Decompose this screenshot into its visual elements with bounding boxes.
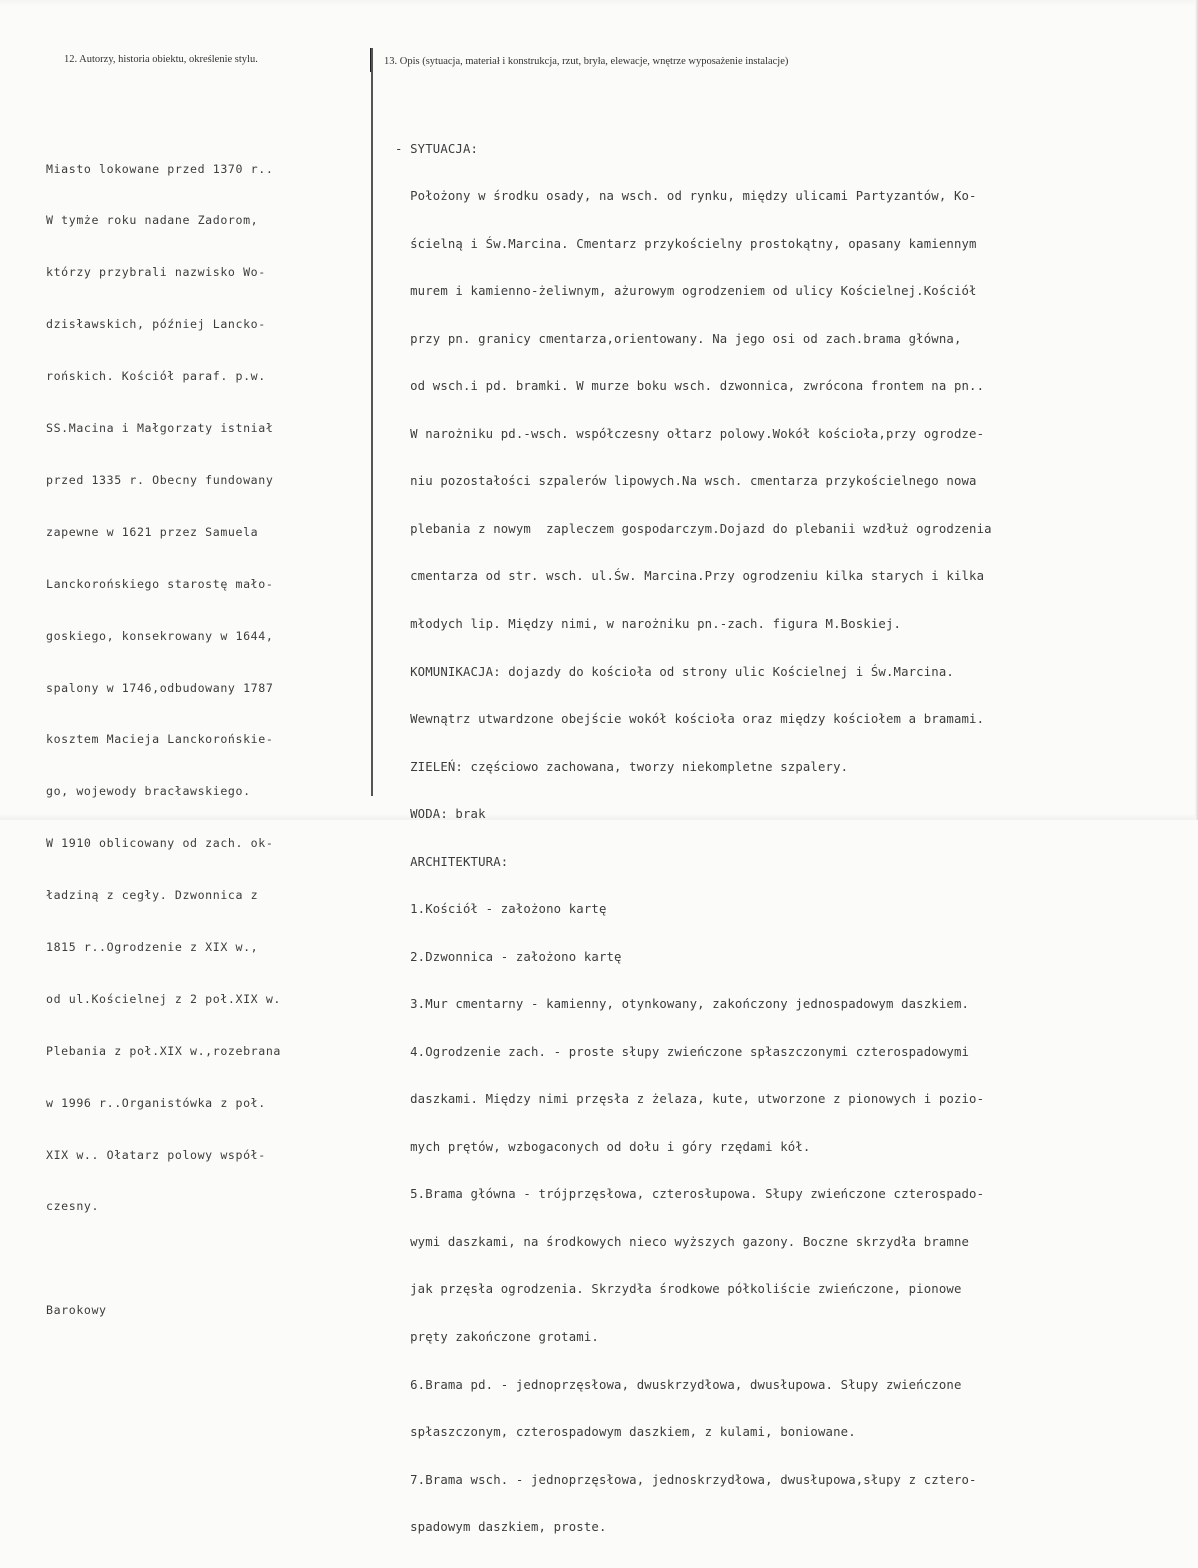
history-line: w 1996 r..Organistówka z poł. xyxy=(46,1095,266,1110)
description-line: 6.Brama pd. - jednoprzęsłowa, dwuskrzydłowa, dwusłupowa. Słupy zwieńczone xyxy=(395,1377,962,1392)
history-line: XIX w.. Ołatarz polowy współ- xyxy=(46,1147,266,1162)
description-line: WODA: brak xyxy=(395,807,486,822)
description-line: Wewnątrz utwardzone obejście wokół kościoła oraz między kościołem a bramami. xyxy=(395,712,985,727)
description-line: od wsch.i pd. bramki. W murze boku wsch. dzwonnica, zwrócona frontem na pn.. xyxy=(395,379,985,394)
history-line: Miasto lokowane przed 1370 r.. xyxy=(46,161,274,176)
history-line: SS.Macina i Małgorzaty istniał xyxy=(46,421,274,436)
description-line: KOMUNIKACJA: dojazdy do kościoła od strony ulic Kościelnej i Św.Marcina. xyxy=(395,664,954,679)
history-line: Lanckorońskiego starostę mało- xyxy=(46,576,274,591)
description-line: 4.Ogrodzenie zach. - proste słupy zwieńczone spłaszczonymi czterospadowymi xyxy=(395,1044,970,1059)
description-line: spadowym daszkiem, proste. xyxy=(395,1520,607,1535)
description-line: przy pn. granicy cmentarza,orientowany. Na jego osi od zach.brama główna, xyxy=(395,331,962,346)
description-line: wymi daszkami, na środkowych nieco wyższych gazony. Boczne skrzydła bramne xyxy=(395,1234,970,1249)
description-line: 2.Dzwonnica - założono kartę xyxy=(395,949,622,964)
history-line: którzy przybrali nazwisko Wo- xyxy=(46,265,266,280)
description-line: ARCHITEKTURA: xyxy=(395,854,509,869)
description-line: pręty zakończone grotami. xyxy=(395,1329,599,1344)
description-line: W narożniku pd.-wsch. współczesny ołtarz polowy.Wokół kościoła,przy ogrodze- xyxy=(395,426,985,441)
description-line: murem i kamienno-żeliwnym, ażurowym ogrodzeniem od ulicy Kościelnej.Kościół xyxy=(395,284,977,299)
description-line: jak przęsła ogrodzenia. Skrzydła środkowe półkoliście zwieńczone, pionowe xyxy=(395,1282,962,1297)
history-text xyxy=(46,126,281,1354)
history-line: zapewne w 1621 przez Samuela xyxy=(46,524,259,539)
history-line: W tymże roku nadane Zadorom, xyxy=(46,213,259,228)
description-line: 5.Brama główna - trójprzęsłowa, czterosłupowa. Słupy zwieńczone czterospado- xyxy=(395,1187,985,1202)
description-line: ZIELEŃ: częściowo zachowana, tworzy niekompletne szpalery. xyxy=(395,759,849,774)
description-line: młodych lip. Między nimi, w narożniku pn.-zach. figura M.Boskiej. xyxy=(395,617,902,631)
description-line: mych prętów, wzbogaconych od dołu i góry rzędami kół. xyxy=(395,1139,811,1154)
description-line: - SYTUACJA: xyxy=(395,141,479,156)
history-line: go, wojewody bracławskiego. xyxy=(46,784,251,799)
history-line: rońskich. Kościół paraf. p.w. xyxy=(46,369,266,384)
description-line: niu pozostałości szpalerów lipowych.Na wsch. cmentarza przykościelnego nowa xyxy=(395,474,977,489)
history-line: czesny. xyxy=(46,1199,100,1214)
description-line: spłaszczonym, czterospadowym daszkiem, z kulami, boniowane. xyxy=(395,1425,856,1440)
description-line: cmentarza od str. wsch. ul.Św. Marcina.Przy ogrodzeniu kilka starych i kilka xyxy=(395,569,985,584)
history-line: Plebania z poł.XIX w.,rozebrana xyxy=(46,1043,281,1058)
description-line: ścielną i Św.Marcina. Cmentarz przykościelny prostokątny, opasany kamiennym xyxy=(395,236,977,251)
section-12-header: 12. Autorzy, historia obiektu, określenie stylu. xyxy=(64,54,258,65)
style-line: Barokowy xyxy=(46,1303,107,1318)
history-line xyxy=(46,1250,281,1267)
history-line: kosztem Macieja Lanckorońskie- xyxy=(46,732,274,747)
description-line: Położony w środku osady, na wsch. od rynku, między ulicami Partyzantów, Ko- xyxy=(395,189,977,204)
history-line: goskiego, konsekrowany w 1644, xyxy=(46,628,274,643)
description-line: 1.Kościół - założono kartę xyxy=(395,902,607,917)
description-line: plebania z nowym zapleczem gospodarczym.Dojazd do plebanii wzdłuż ogrodzenia xyxy=(395,521,992,536)
section-13-header: 13. Opis (sytuacja, materiał i konstrukcja, rzut, bryła, elewacje, wnętrze wyposażenie instalacje) xyxy=(384,56,789,67)
history-line: ładziną z cegły. Dzwonnica z xyxy=(46,888,259,903)
history-line: 1815 r..Ogrodzenie z XIX w., xyxy=(46,939,259,954)
description-line: 3.Mur cmentarny - kamienny, otynkowany, zakończony jednospadowym daszkiem. xyxy=(395,997,970,1012)
column-divider xyxy=(371,48,373,796)
history-line: przed 1335 r. Obecny fundowany xyxy=(46,472,274,487)
description-line: daszkami. Między nimi przęsła z żelaza, kute, utworzone z pionowych i pozio- xyxy=(395,1092,985,1107)
description-text xyxy=(395,110,992,1568)
description-line: 7.Brama wsch. - jednoprzęsłowa, jednoskrzydłowa, dwusłupowa,słupy z cztero- xyxy=(395,1472,977,1487)
history-line: W 1910 oblicowany od zach. ok- xyxy=(46,836,274,851)
history-line: dzisławskich, później Lancko- xyxy=(46,317,266,332)
history-line: od ul.Kościelnej z 2 poł.XIX w. xyxy=(46,991,281,1006)
history-line: spalony w 1746,odbudowany 1787 xyxy=(46,680,274,695)
